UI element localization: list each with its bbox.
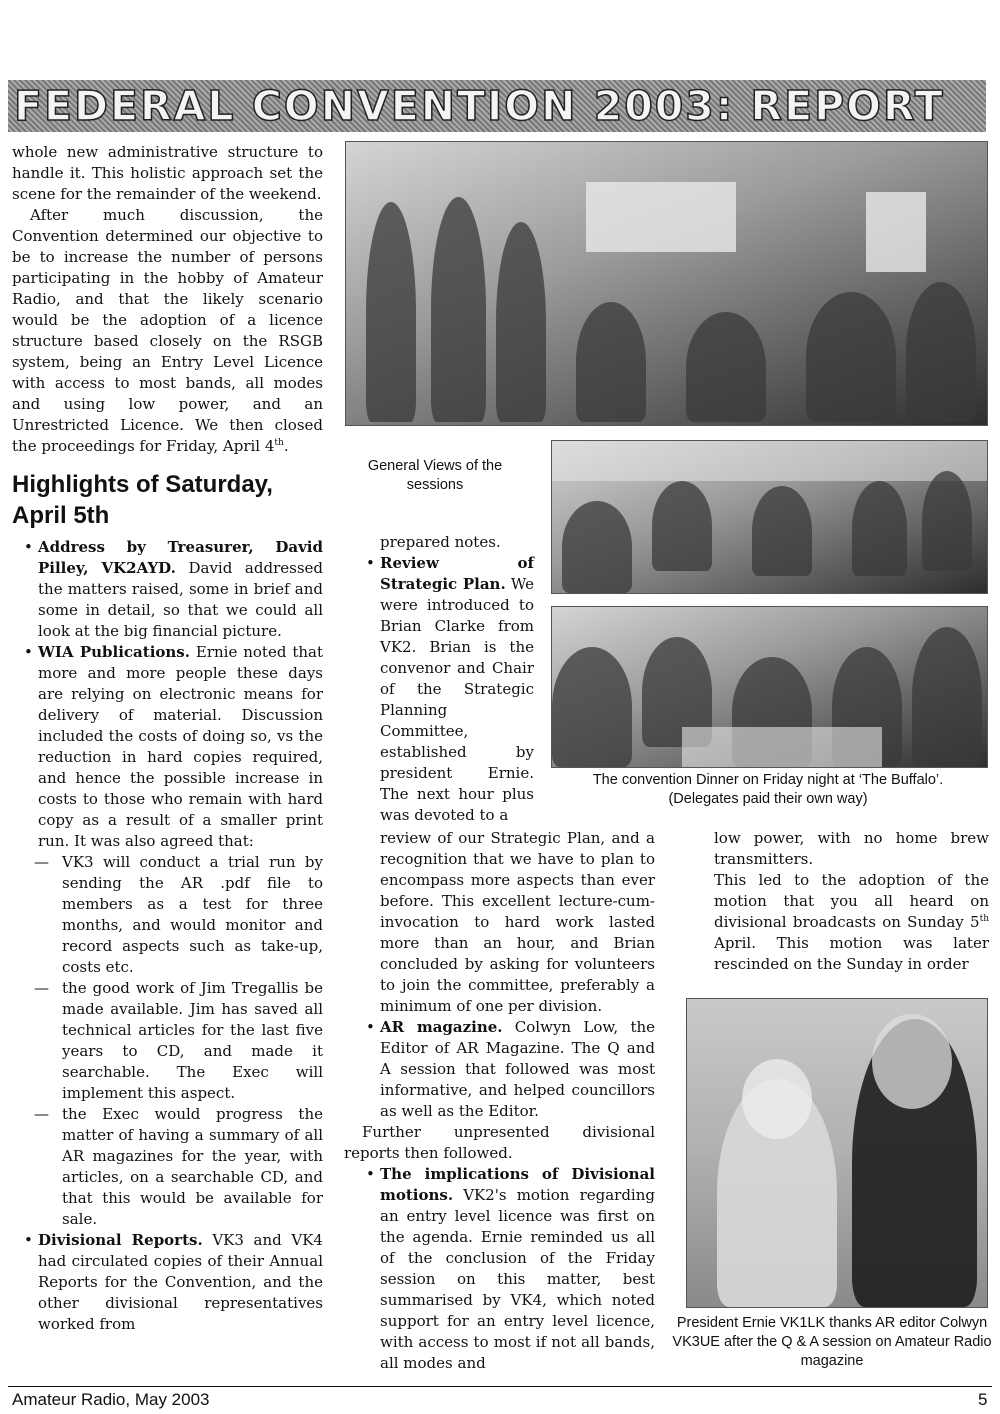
footer-divider bbox=[8, 1386, 992, 1387]
item-text: Ernie noted that more and more people these days are relying on electronic means for delivery of material. Discussion included the costs of doing so, vs the reduction in hard copies required, and hence the possible increase in costs to those who remain with hard copy as a result of a smaller print run. It was also agreed that: bbox=[38, 643, 323, 850]
bullet-list bbox=[354, 1164, 655, 1374]
list-item bbox=[354, 553, 534, 826]
column-middle bbox=[354, 532, 534, 826]
dash-list bbox=[12, 852, 323, 1230]
item-text: VK2's motion regarding an entry level licence was first on the agenda. Ernie reminded us all of the conclusion of the Friday session on this matter, best summarised by VK4, which noted support for an entry level licence, with access to most if not all bands, all modes and bbox=[380, 1186, 655, 1372]
title-banner bbox=[8, 80, 986, 132]
list-item: — the Exec would progress the matter of having a summary of all AR magazines for the year, with articles, on a searchable CD, and that this would be available for sale. bbox=[12, 1104, 323, 1230]
photo-president-and-editor bbox=[686, 998, 988, 1308]
item-lead: WIA Publications. bbox=[38, 643, 190, 661]
list-item bbox=[12, 642, 323, 852]
superscript: th bbox=[979, 914, 989, 924]
item-text: David addressed the matters raised, some in brief and some in detail, so that we could all look at the big financial picture. bbox=[38, 559, 323, 640]
column-left bbox=[12, 142, 323, 1335]
item-text: We were introduced to Brian Clarke from VK2. Brian is the convenor and Chair of the Strategic Planning Committee, established by president Ernie. The next hour plus was devoted to a bbox=[380, 575, 534, 824]
list-item bbox=[12, 1230, 323, 1335]
paragraph-motion bbox=[714, 870, 989, 975]
caption-dinner-line2: (Delegates paid their own way) bbox=[668, 791, 868, 807]
paragraph-motion-text: This led to the adoption of the motion that you all heard on divisional broadcasts on Sunday 5 bbox=[714, 871, 989, 931]
column-right bbox=[714, 828, 989, 975]
paragraph-continued: prepared notes. bbox=[380, 533, 501, 551]
paragraph-objective-end: . bbox=[283, 437, 289, 455]
bullet-list bbox=[354, 553, 534, 826]
item-lead: Divisional Reports. bbox=[38, 1231, 203, 1249]
column-middle-lower bbox=[344, 828, 656, 1374]
list-item: — VK3 will conduct a trial run by sending the AR .pdf file to members as a test for three months, and would monitor and record aspects such as take-up, costs etc. bbox=[12, 852, 323, 978]
paragraph-further-reports: Further unpresented divisional reports then followed. bbox=[344, 1123, 655, 1162]
bullet-list bbox=[12, 1230, 323, 1335]
list-item bbox=[354, 1164, 655, 1374]
caption-dinner bbox=[549, 771, 987, 809]
item-text: VK3 and VK4 had circulated copies of their Annual Reports for the Convention, and the other divisional representatives worked from bbox=[38, 1231, 323, 1333]
list-item bbox=[354, 1017, 655, 1122]
item-text: Colwyn Low, the Editor of AR Magazine. The Q and A session that followed was most informative, and helped councillors as well as the Editor. bbox=[380, 1018, 656, 1120]
list-item bbox=[12, 537, 323, 642]
superscript: th bbox=[274, 438, 284, 448]
caption-sessions: General Views of the sessions bbox=[367, 458, 503, 493]
photo-convention-session bbox=[345, 141, 988, 426]
paragraph-strategic-continued: review of our Strategic Plan, and a recognition that we have to plan to encompass more aspects than ever before. This excellent lecture-cum-invocation to hard work lasted more than an hour, and Brian concluded by asking for volunteers to join the committee, preferably a minimum of one per division. bbox=[380, 829, 655, 1015]
paragraph-objective-text: After much discussion, the Convention determined our objective to be to increase the number of persons participating in the hobby of Amateur Radio, and that the likely scenario would be the adoption of a licence structure based closely on the RSGB system, being an Entry Level Licence with access to most bands, all modes and using low power, and an Unrestricted Licence. We then closed the proceedings for Friday, April 4 bbox=[12, 206, 323, 455]
page-number: 5 bbox=[978, 1390, 988, 1409]
item-lead: The implications of Divisional motions. bbox=[380, 1165, 655, 1204]
photo-convention-dinner bbox=[551, 606, 988, 768]
paragraph-objective bbox=[12, 205, 323, 457]
bullet-list bbox=[354, 1017, 655, 1122]
paragraph-low-power: low power, with no home brew transmitters. bbox=[714, 829, 989, 868]
paragraph-intro: whole new administrative structure to handle it. This holistic approach set the scene for the remainder of the weekend. bbox=[12, 143, 323, 203]
caption-president: President Ernie VK1LK thanks AR editor Colwyn VK3UE after the Q & A session on Amateur Radio magazine bbox=[672, 1315, 992, 1369]
bullet-list bbox=[12, 537, 323, 852]
item-lead: Address by Treasurer, David Pilley, VK2AYD. bbox=[38, 538, 323, 577]
section-heading: Highlights of Saturday, April 5th bbox=[12, 471, 273, 529]
footer-publication: Amateur Radio, May 2003 bbox=[12, 1390, 210, 1409]
item-lead: AR magazine. bbox=[380, 1018, 503, 1036]
banner-title: FEDERAL CONVENTION 2003: REPORT bbox=[14, 82, 945, 130]
item-lead: Review of Strategic Plan. bbox=[380, 554, 534, 593]
caption-dinner-line1: The convention Dinner on Friday night at ‘The Buffalo’. bbox=[592, 772, 944, 788]
photo-sessions-view bbox=[551, 440, 988, 594]
paragraph-motion-end: April. This motion was later rescinded on the Sunday in order bbox=[714, 934, 989, 973]
list-item: — the good work of Jim Tregallis be made available. Jim has saved all technical articles for the last five years to CD, and made it searchable. The Exec will implement this aspect. bbox=[12, 978, 323, 1104]
